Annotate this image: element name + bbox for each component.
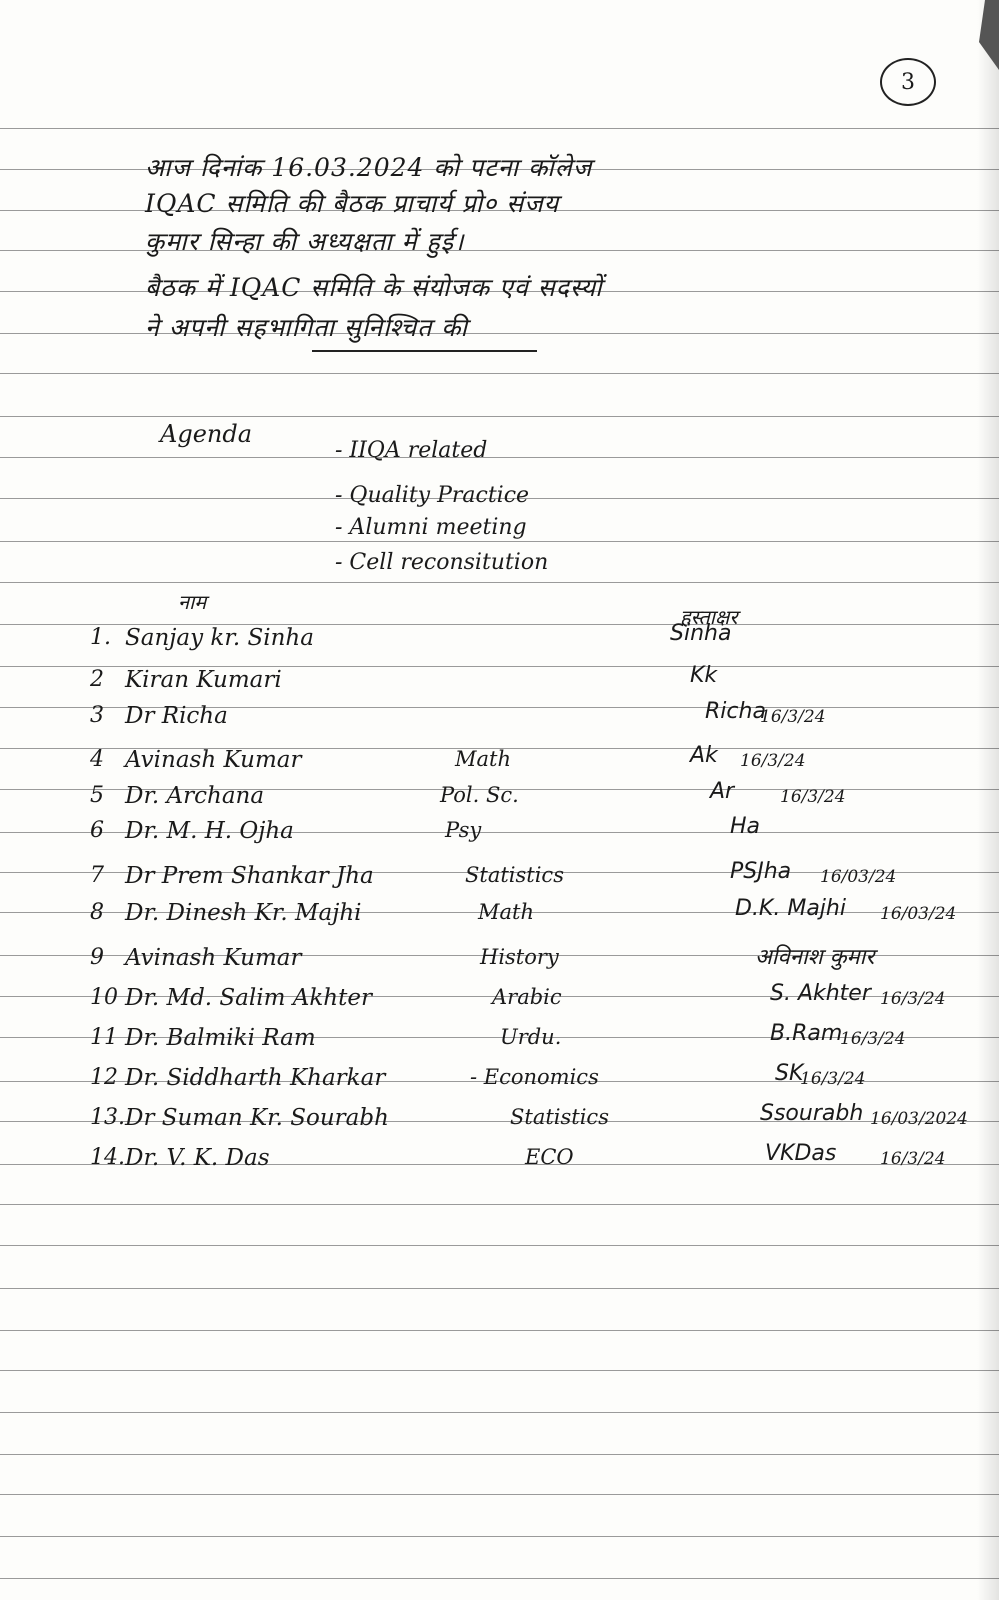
column-signature-header: हस्ताक्षर (680, 605, 738, 629)
member-name: Avinash Kumar (125, 747, 302, 773)
agenda-item-1: - IIQA related (335, 438, 488, 463)
member-department: Arabic (492, 985, 562, 1009)
ruled-line (0, 1370, 999, 1371)
member-signature: Ha (730, 814, 761, 839)
page-number: 3 (880, 58, 936, 106)
member-number: 4 (90, 747, 104, 772)
agenda-item-3: - Alumni meeting (335, 515, 527, 540)
member-number: 8 (90, 900, 104, 925)
member-department: Math (478, 900, 534, 924)
member-department: Psy (445, 818, 482, 842)
member-signature: Ak (690, 743, 718, 768)
member-department: Statistics (465, 863, 564, 887)
intro-line-5: ने अपनी सहभागिता सुनिश्चित की (145, 313, 468, 342)
member-signature: S. Akhter (770, 981, 871, 1006)
member-number: 5 (90, 783, 104, 808)
column-name-header: नाम (178, 590, 207, 614)
member-department: ECO (525, 1145, 574, 1169)
member-department: - Economics (470, 1065, 599, 1089)
member-signature: Richa (705, 699, 766, 724)
member-signature: Sinha (670, 621, 732, 646)
ruled-line (0, 582, 999, 583)
member-number: 12 (90, 1065, 118, 1090)
member-signature: VKDas (765, 1141, 837, 1166)
member-department: Pol. Sc. (440, 783, 519, 807)
member-sign-date: 16/3/24 (880, 1149, 946, 1169)
ruled-line (0, 541, 999, 542)
member-sign-date: 16/03/2024 (870, 1109, 968, 1129)
member-number: 7 (90, 863, 104, 888)
ruled-line (0, 1412, 999, 1413)
intro-line-1: आज दिनांक 16.03.2024 को पटना कॉलेज (145, 153, 593, 182)
member-name: Dr. M. H. Ojha (125, 818, 294, 844)
member-sign-date: 16/3/24 (880, 989, 946, 1009)
member-sign-date: 16/3/24 (800, 1069, 866, 1089)
member-number: 11 (90, 1025, 118, 1050)
member-name: Dr Prem Shankar Jha (125, 863, 374, 889)
member-sign-date: 16/3/24 (760, 707, 826, 727)
member-number: 9 (90, 945, 104, 970)
intro-line-2: IQAC समिति की बैठक प्राचार्य प्रो० संजय (145, 189, 560, 218)
member-department: Statistics (510, 1105, 609, 1129)
member-name: Kiran Kumari (125, 667, 282, 693)
member-name: Avinash Kumar (125, 945, 302, 971)
member-sign-date: 16/3/24 (740, 751, 806, 771)
ruled-line (0, 416, 999, 417)
member-signature: B.Ram (770, 1021, 843, 1046)
ruled-line (0, 1494, 999, 1495)
member-department: Urdu. (500, 1025, 562, 1049)
member-number: 10 (90, 985, 118, 1010)
member-number: 6 (90, 818, 104, 843)
member-signature: Ar (710, 779, 735, 804)
member-name: Dr Suman Kr. Sourabh (125, 1105, 389, 1131)
member-signature: D.K. Majhi (735, 896, 846, 921)
ruled-line (0, 457, 999, 458)
agenda-item-2: - Quality Practice (335, 483, 530, 508)
member-name: Dr. Archana (125, 783, 265, 809)
agenda-item-4: - Cell reconsitution (335, 550, 549, 575)
ruled-line (0, 1245, 999, 1246)
member-name: Dr. Balmiki Ram (125, 1025, 316, 1051)
member-sign-date: 16/03/24 (820, 867, 897, 887)
member-name: Dr Richa (125, 703, 228, 729)
ruled-line (0, 373, 999, 374)
member-signature: Ssourabh (760, 1101, 864, 1126)
member-signature: अविनाश कुमार (755, 945, 875, 970)
member-number: 2 (90, 667, 104, 692)
member-sign-date: 16/03/24 (880, 904, 957, 924)
member-signature: Kk (690, 663, 718, 688)
ruled-line (0, 1288, 999, 1289)
member-number: 1. (90, 625, 111, 650)
member-signature: SK (775, 1061, 804, 1086)
ruled-line (0, 1578, 999, 1579)
page-edge-shadow (977, 0, 999, 1600)
member-name: Sanjay kr. Sinha (125, 625, 314, 651)
member-name: Dr. Siddharth Kharkar (125, 1065, 386, 1091)
agenda-label: Agenda (160, 420, 253, 448)
member-sign-date: 16/3/24 (780, 787, 846, 807)
ruled-line (0, 128, 999, 129)
ruled-line (0, 1204, 999, 1205)
member-number: 14. (90, 1145, 125, 1170)
member-name: Dr. V. K. Das (125, 1145, 270, 1171)
member-department: Math (455, 747, 511, 771)
ruled-line (0, 1536, 999, 1537)
member-name: Dr. Dinesh Kr. Majhi (125, 900, 362, 926)
member-number: 13. (90, 1105, 125, 1130)
member-number: 3 (90, 703, 104, 728)
intro-line-3: कुमार सिन्हा की अध्यक्षता में हुई। (145, 227, 465, 256)
ruled-line (0, 1454, 999, 1455)
member-sign-date: 16/3/24 (840, 1029, 906, 1049)
member-name: Dr. Md. Salim Akhter (125, 985, 372, 1011)
member-department: History (480, 945, 559, 969)
member-signature: PSJha (730, 859, 792, 884)
intro-line-4: बैठक में IQAC समिति के संयोजक एवं सदस्यों (145, 273, 603, 302)
intro-underline (312, 350, 537, 352)
ruled-line (0, 1330, 999, 1331)
